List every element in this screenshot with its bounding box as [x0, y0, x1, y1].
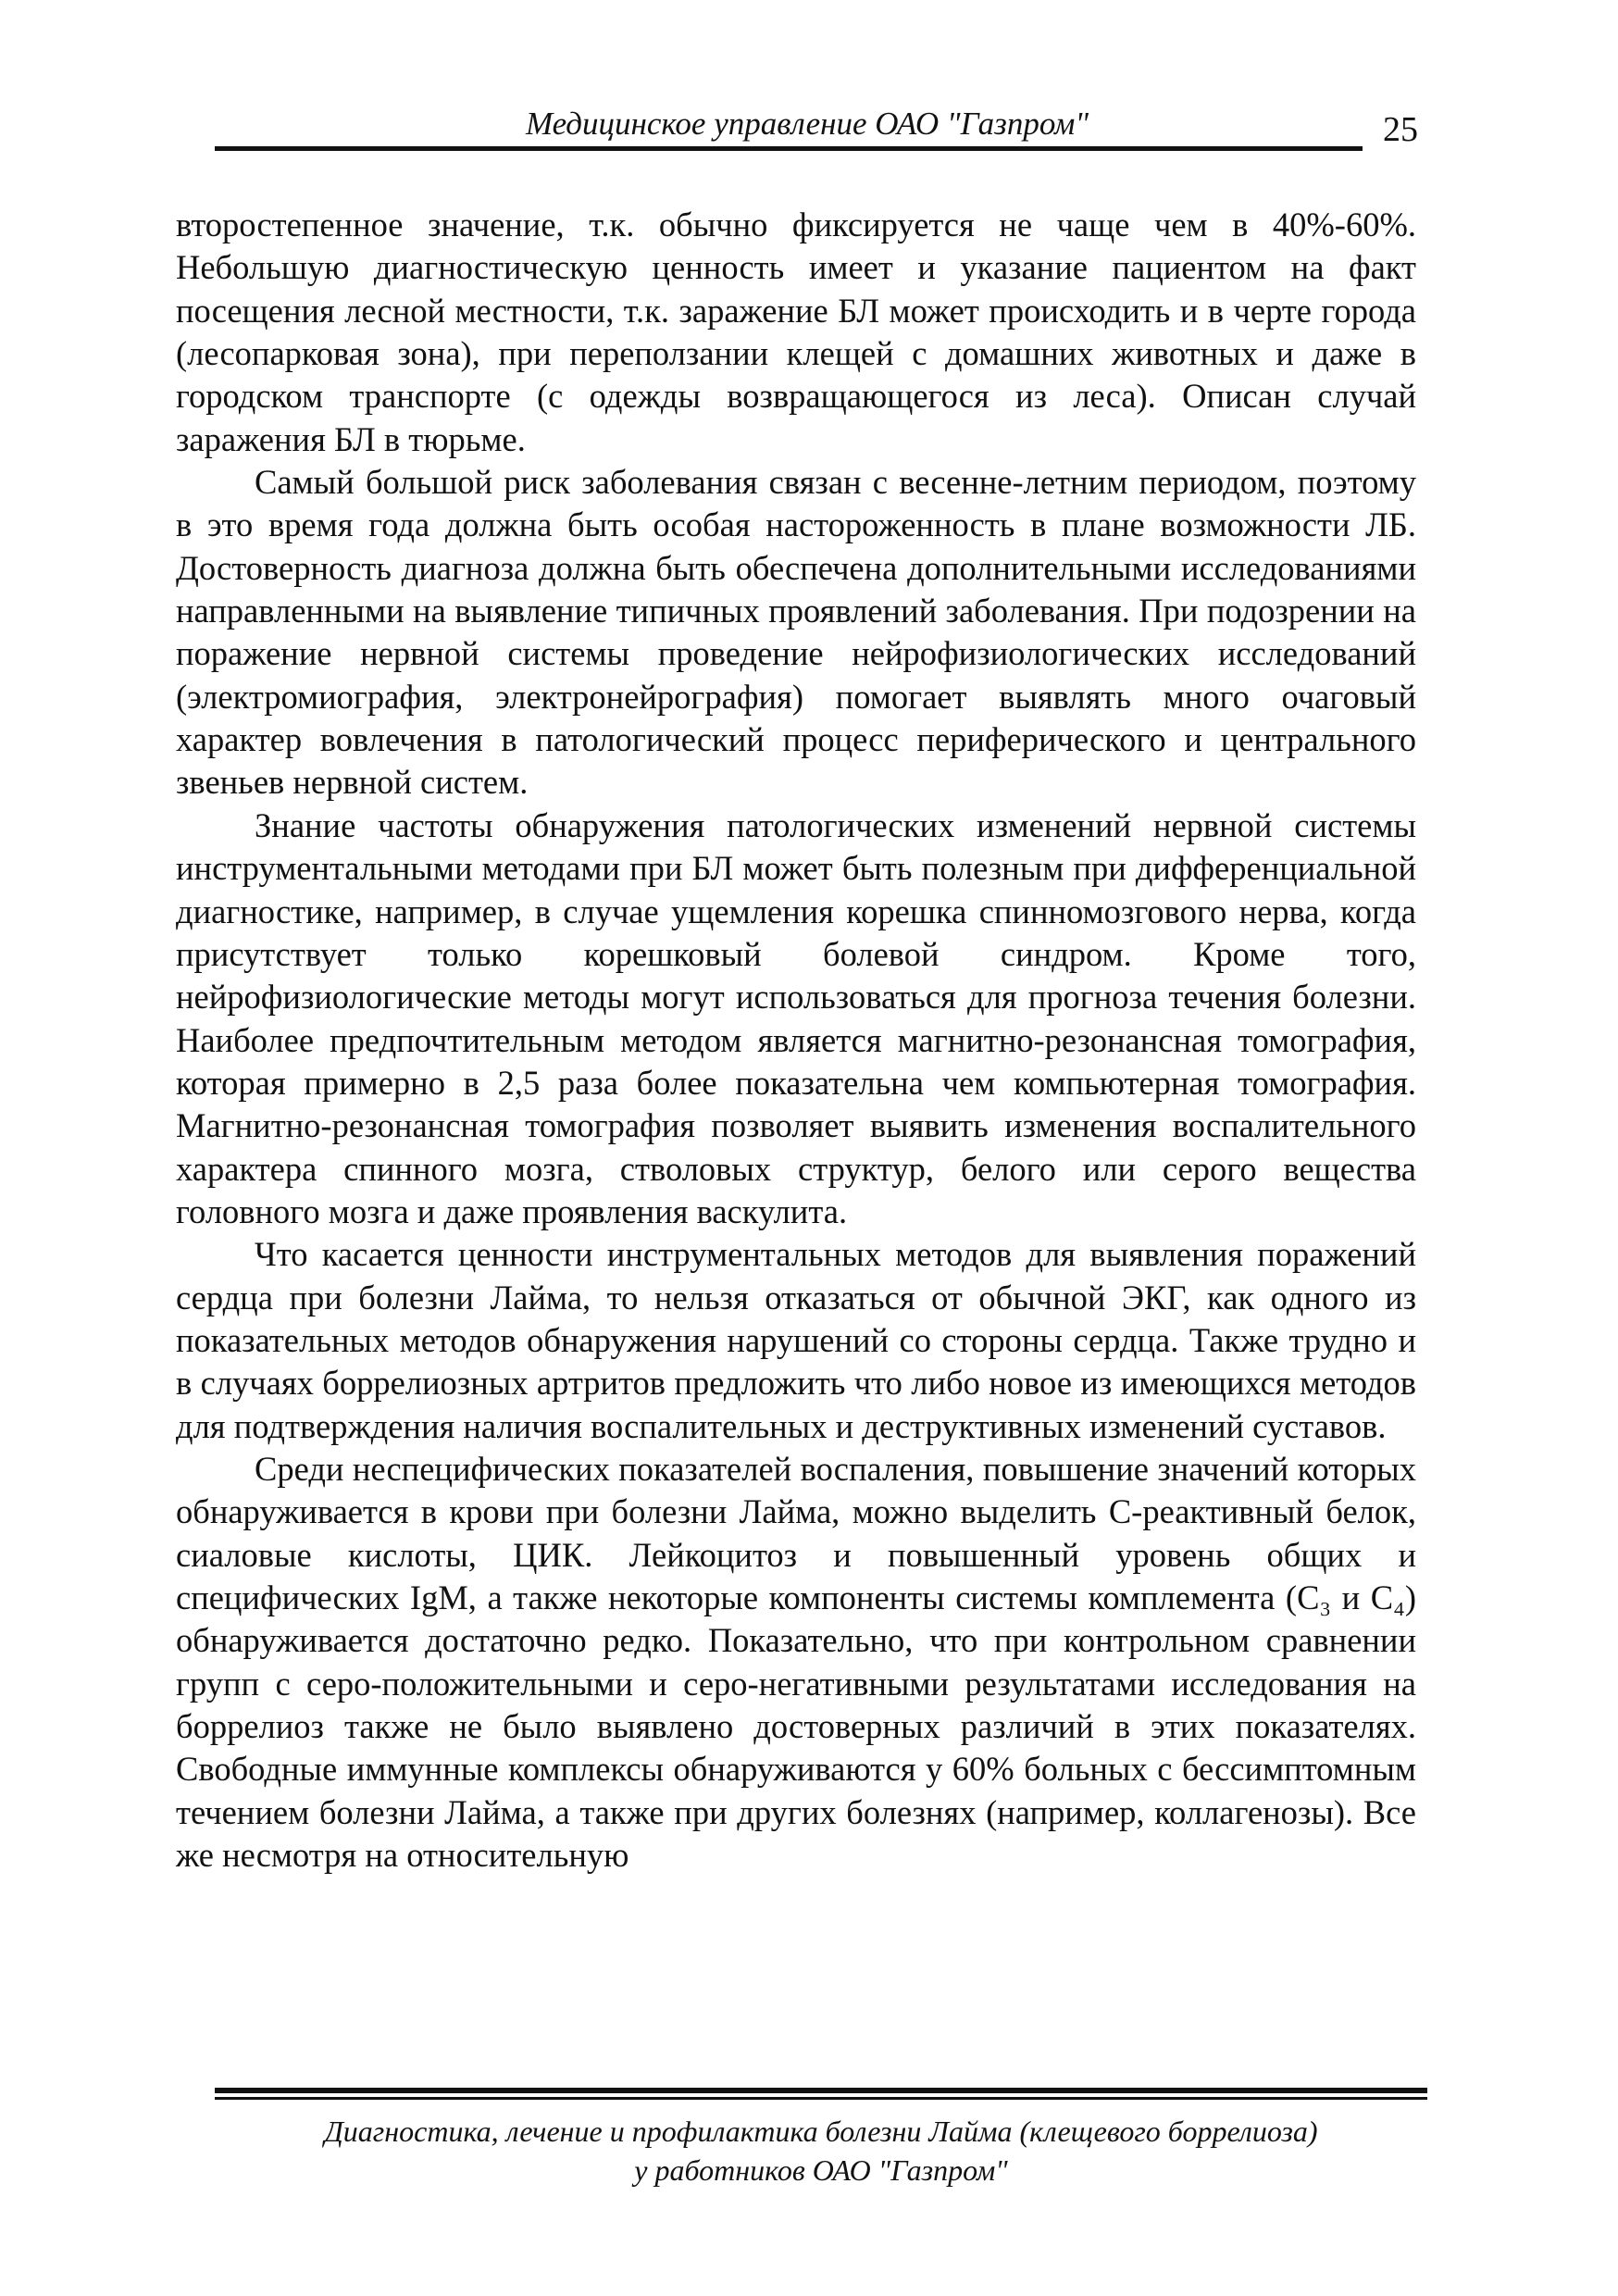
- page-number: 25: [1383, 110, 1418, 149]
- header-rule: [215, 146, 1363, 151]
- footer-line-2: у работников ОАО "Газпром": [634, 2152, 1008, 2187]
- header-title: Медицинское управление ОАО "Газпром": [525, 106, 1089, 142]
- page-footer: [215, 2113, 1427, 2190]
- paragraph-1: второстепенное значение, т.к. обычно фиксируется не чаще чем в 40%-60%. Небольшую диагностическую ценность имеет и указание пациентом на факт посещения лесной местности, т.к. заражение БЛ может происходить и в черте города (лесопарковая зона), при переползании клещей с домашних животных и даже в городском транспорте (с одежды возвращающегося из леса). Описан случай заражения БЛ в тюрьме.: [176, 206, 1416, 458]
- paragraph-2: Самый большой риск заболевания связан с весенне-летним периодом, поэтому в это время года должна быть особая настороженность в плане возможности ЛБ. Достоверность диагноза должна быть обеспечена дополнительными исследованиями направленными на выявление типичных проявлений заболевания. При подозрении на поражение нервной системы проведение нейрофизиологических исследований (электромиография, электронейрография) помогает выявлять много очаговый характер вовлечения в патологический процесс периферического и центрального звеньев нервной систем.: [176, 463, 1416, 802]
- paragraph-4: Что касается ценности инструментальных методов для выявления поражений сердца при болезни Лайма, то нельзя отказаться от обычной ЭКГ, как одного из показательных методов обнаружения нарушений со стороны сердца. Также трудно и в случаях боррелиозных артритов предложить что либо новое из имеющихся методов для подтверждения наличия воспалительных и деструктивных изменений суставов.: [176, 1235, 1416, 1445]
- body-text: [176, 204, 1416, 1877]
- page-header: [215, 102, 1418, 148]
- paragraph-5: Среди неспецифических показателей воспаления, повышение значений которых обнаруживается в крови при болезни Лайма, можно выделить С-реактивный белок, сиаловые кислоты, ЦИК. Лейкоцитоз и повышенный уровень общих и специфических IgM, а также некоторые компоненты системы комплемента (C₃ и C₄) обнаруживается достаточно редко. Показательно, что при контрольном сравнении групп с серо-положительными и серо-негативными результатами исследования на боррелиоз также не было выявлено достоверных различий в этих показателях. Свободные иммунные комплексы обнаруживаются у 60% больных с бессимптомным течением болезни Лайма, а также при других болезнях (например, коллагенозы). Все же несмотря на относительную: [176, 1449, 1416, 1875]
- footer-line-1: Диагностика, лечение и профилактика болезни Лайма (клещевого боррелиоза): [324, 2115, 1318, 2148]
- footer-rule: [215, 2088, 1427, 2100]
- paragraph-3: Знание частоты обнаружения патологических изменений нервной системы инструментальными методами при БЛ может быть полезным при дифференциальной диагностике, например, в случае ущемления корешка спинномозгового нерва, когда присутствует только корешковый болевой синдром. Кроме того, нейрофизиологические методы могут использоваться для прогноза течения болезни. Наиболее предпочтительным методом является магнитно-резонансная томография, которая примерно в 2,5 раза более показательна чем компьютерная томография. Магнитно-резонансная томография позволяет выявить изменения воспалительного характера спинного мозга, стволовых структур, белого или серого вещества головного мозга и даже проявления васкулита.: [176, 805, 1416, 1230]
